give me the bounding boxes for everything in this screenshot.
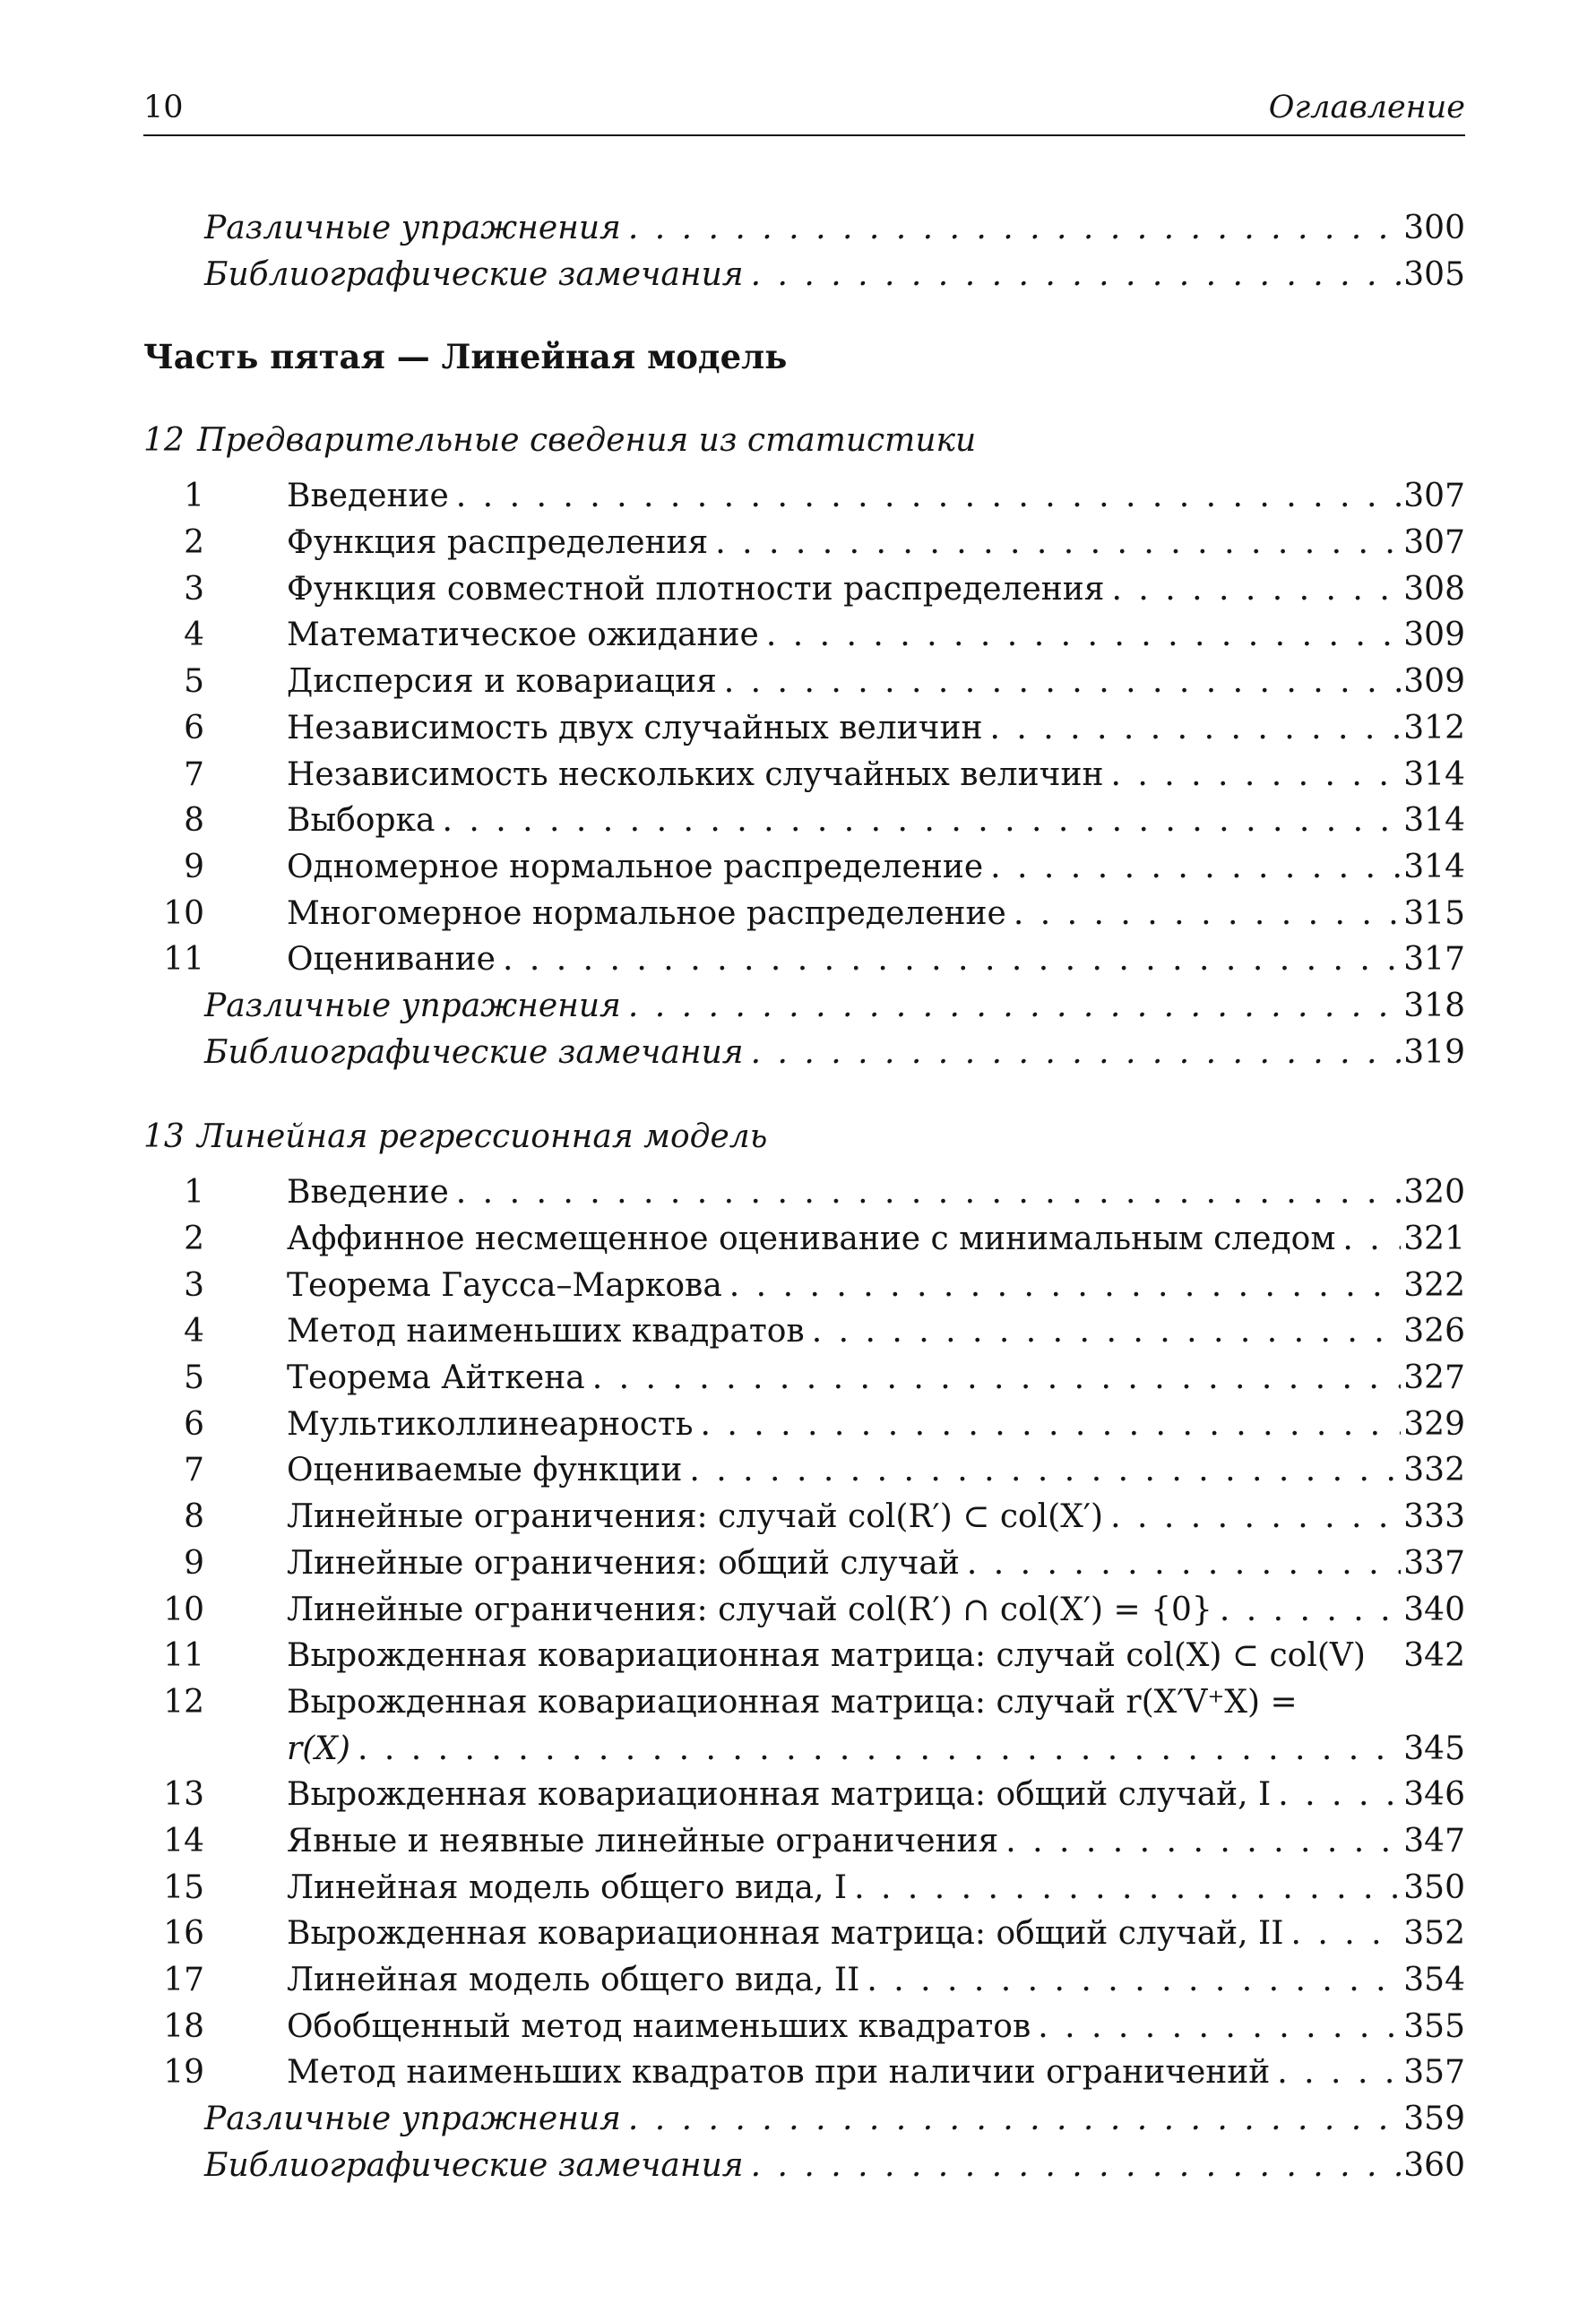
section-title: Функция распределения bbox=[287, 524, 709, 562]
toc-entry-two-line-first[interactable] bbox=[143, 1679, 1465, 1726]
toc-entry-exercises[interactable] bbox=[143, 2096, 1465, 2143]
entry-title: Различные упражнения bbox=[204, 987, 621, 1024]
toc-entry[interactable] bbox=[143, 1911, 1465, 1957]
entry-page: 360 bbox=[1403, 2146, 1465, 2184]
toc-entry[interactable] bbox=[143, 1263, 1465, 1309]
section-title: Линейные ограничения: случай col(R′) ∩ col(X′) = {0} bbox=[287, 1591, 1212, 1628]
toc-entry-exercises[interactable] bbox=[143, 983, 1465, 1030]
chapter-12-sections bbox=[143, 473, 1465, 1075]
section-title: Метод наименьших квадратов bbox=[287, 1313, 805, 1350]
entry-page: 305 bbox=[1403, 255, 1465, 293]
running-head bbox=[143, 90, 1465, 136]
running-title: Оглавление bbox=[1268, 90, 1465, 125]
toc-entry[interactable] bbox=[143, 1957, 1465, 2004]
section-page: 307 bbox=[1403, 478, 1465, 515]
section-number: 11 bbox=[163, 941, 204, 979]
section-title: Линейные ограничения: общий случай bbox=[287, 1544, 960, 1582]
section-number: 7 bbox=[184, 755, 204, 793]
section-number: 2 bbox=[184, 524, 204, 562]
section-title: Вырожденная ковариационная матрица: случай col(X) ⊂ col(V) bbox=[287, 1637, 1366, 1675]
section-page: 329 bbox=[1403, 1405, 1465, 1443]
section-page: 354 bbox=[1403, 1962, 1465, 1998]
section-title: Дисперсия и ковариация bbox=[287, 663, 717, 701]
entry-title: Библиографические замечания bbox=[204, 1033, 744, 1071]
section-page: 327 bbox=[1403, 1359, 1465, 1397]
toc-entry[interactable] bbox=[143, 659, 1465, 705]
entry-page: 300 bbox=[1403, 210, 1465, 246]
chapter-number: 12 bbox=[143, 422, 185, 460]
section-number: 9 bbox=[184, 848, 204, 885]
toc-entry[interactable] bbox=[143, 705, 1465, 752]
section-title: Теорема Айткена bbox=[287, 1359, 585, 1397]
toc-entry[interactable] bbox=[143, 566, 1465, 613]
toc-entry[interactable] bbox=[143, 2049, 1465, 2096]
toc-entry-bibliography[interactable] bbox=[143, 252, 1465, 298]
toc-entry[interactable] bbox=[143, 798, 1465, 844]
chapter-13-sections bbox=[143, 1169, 1465, 2188]
entry-page: 359 bbox=[1403, 2101, 1465, 2138]
section-number: 4 bbox=[184, 1313, 204, 1350]
section-page: 309 bbox=[1403, 663, 1465, 701]
section-title: Выборка bbox=[287, 802, 436, 840]
section-number: 13 bbox=[163, 1776, 204, 1814]
toc-entry[interactable] bbox=[143, 1402, 1465, 1448]
section-title: Оцениваемые функции bbox=[287, 1452, 683, 1489]
section-number: 11 bbox=[163, 1637, 204, 1675]
section-number: 8 bbox=[184, 802, 204, 840]
entry-title: Различные упражнения bbox=[204, 210, 621, 246]
toc-entry[interactable] bbox=[143, 1216, 1465, 1263]
entry-title: Библиографические замечания bbox=[204, 2146, 744, 2184]
section-number: 12 bbox=[163, 1683, 204, 1721]
section-title: Вырожденная ковариационная матрица: общий случай, II bbox=[287, 1915, 1284, 1953]
section-title: Линейная модель общего вида, I bbox=[287, 1868, 848, 1906]
toc-entry[interactable] bbox=[143, 1169, 1465, 1216]
section-page: 309 bbox=[1403, 617, 1465, 654]
section-page: 314 bbox=[1403, 802, 1465, 840]
toc-entry[interactable] bbox=[143, 520, 1465, 566]
section-number: 5 bbox=[184, 663, 204, 701]
section-page: 312 bbox=[1403, 709, 1465, 746]
toc-entry[interactable] bbox=[143, 936, 1465, 983]
toc-entry[interactable] bbox=[143, 1772, 1465, 1818]
toc-entry-exercises[interactable] bbox=[143, 205, 1465, 252]
section-title: Оценивание bbox=[287, 941, 496, 979]
section-number: 6 bbox=[184, 709, 204, 746]
toc-entry[interactable] bbox=[143, 1494, 1465, 1540]
section-number: 3 bbox=[184, 1266, 204, 1304]
section-title: Линейные ограничения: случай col(R′) ⊂ col(X′) bbox=[287, 1498, 1104, 1536]
chapter-13-heading[interactable] bbox=[143, 1114, 1465, 1161]
chapter-title: Предварительные сведения из статистики bbox=[197, 422, 977, 460]
toc-entry-bibliography[interactable] bbox=[143, 2143, 1465, 2189]
section-number: 8 bbox=[184, 1498, 204, 1536]
section-page: 321 bbox=[1403, 1221, 1465, 1257]
toc-page bbox=[143, 90, 1465, 2188]
section-page: 320 bbox=[1403, 1174, 1465, 1212]
section-title: Введение bbox=[287, 478, 449, 515]
section-number: 7 bbox=[184, 1452, 204, 1489]
section-page: 355 bbox=[1403, 2007, 1465, 2045]
part-heading: Часть пятая — Линейная модель bbox=[143, 337, 788, 377]
toc-entry[interactable] bbox=[143, 612, 1465, 659]
toc-entry[interactable] bbox=[143, 1587, 1465, 1634]
section-page: 308 bbox=[1403, 570, 1465, 608]
section-title: Метод наименьших квадратов при наличии ограничений bbox=[287, 2054, 1271, 2092]
section-title: Обобщенный метод наименьших квадратов bbox=[287, 2007, 1031, 2045]
toc-entry[interactable] bbox=[143, 473, 1465, 520]
chapter-title: Линейная регрессионная модель bbox=[197, 1118, 768, 1156]
section-page: 342 bbox=[1403, 1637, 1465, 1675]
section-page: 346 bbox=[1403, 1776, 1465, 1814]
section-number: 6 bbox=[184, 1405, 204, 1443]
section-title: Теорема Гаусса–Маркова bbox=[287, 1266, 722, 1304]
section-number: 18 bbox=[163, 2007, 204, 2045]
section-number: 3 bbox=[184, 570, 204, 608]
section-number: 10 bbox=[163, 1591, 204, 1628]
section-title-line2: r(X) bbox=[287, 1730, 350, 1767]
toc-entry[interactable] bbox=[143, 752, 1465, 798]
toc-entry[interactable] bbox=[143, 1633, 1465, 1679]
section-page: 317 bbox=[1403, 941, 1465, 979]
chapter-12-heading[interactable] bbox=[143, 418, 1465, 464]
section-number: 2 bbox=[184, 1221, 204, 1257]
section-page: 322 bbox=[1403, 1266, 1465, 1304]
section-page: 352 bbox=[1403, 1915, 1465, 1953]
entry-page: 318 bbox=[1403, 987, 1465, 1024]
section-title: Многомерное нормальное распределение bbox=[287, 894, 1006, 932]
section-page: 315 bbox=[1403, 894, 1465, 932]
toc-entry[interactable] bbox=[143, 2004, 1465, 2050]
section-title: Математическое ожидание bbox=[287, 617, 759, 654]
toc-entry[interactable] bbox=[143, 844, 1465, 891]
toc-entry[interactable] bbox=[143, 1865, 1465, 1911]
toc-entry[interactable] bbox=[143, 1818, 1465, 1865]
toc-entry-bibliography[interactable] bbox=[143, 1030, 1465, 1076]
section-page: 333 bbox=[1403, 1498, 1465, 1536]
section-number: 5 bbox=[184, 1359, 204, 1397]
section-number: 19 bbox=[163, 2054, 204, 2092]
section-number: 16 bbox=[163, 1915, 204, 1953]
toc-entry[interactable] bbox=[143, 1540, 1465, 1587]
section-page: 347 bbox=[1403, 1822, 1465, 1860]
section-page: 350 bbox=[1403, 1868, 1465, 1906]
section-title: Аффинное несмещенное оценивание с минимальным следом bbox=[287, 1221, 1336, 1257]
section-number: 1 bbox=[184, 1174, 204, 1212]
toc-entry[interactable] bbox=[143, 1308, 1465, 1355]
section-page: 332 bbox=[1403, 1452, 1465, 1489]
section-number: 15 bbox=[163, 1868, 204, 1906]
section-title: Независимость двух случайных величин bbox=[287, 709, 983, 746]
section-number: 14 bbox=[163, 1822, 204, 1860]
section-page: 345 bbox=[1403, 1730, 1465, 1767]
section-number: 4 bbox=[184, 617, 204, 654]
section-title: Мультиколлинеарность bbox=[287, 1405, 694, 1443]
section-page: 357 bbox=[1403, 2054, 1465, 2092]
toc-entry-two-line-second[interactable] bbox=[143, 1726, 1465, 1773]
toc-entry[interactable] bbox=[143, 891, 1465, 937]
toc-entry[interactable] bbox=[143, 1355, 1465, 1402]
section-page: 340 bbox=[1403, 1591, 1465, 1628]
section-page: 337 bbox=[1403, 1544, 1465, 1582]
section-page: 314 bbox=[1403, 848, 1465, 885]
section-title: Функция совместной плотности распределения bbox=[287, 570, 1105, 608]
section-title: Явные и неявные линейные ограничения bbox=[287, 1822, 999, 1860]
entry-page: 319 bbox=[1403, 1033, 1465, 1071]
section-number: 9 bbox=[184, 1544, 204, 1582]
entry-title: Различные упражнения bbox=[204, 2101, 621, 2138]
previous-chapter-tail bbox=[143, 205, 1465, 298]
page-number: 10 bbox=[143, 90, 184, 125]
section-title: Вырожденная ковариационная матрица: общий случай, I bbox=[287, 1776, 1272, 1814]
section-page: 326 bbox=[1403, 1313, 1465, 1350]
section-title: Независимость нескольких случайных величин bbox=[287, 755, 1104, 793]
section-page: 314 bbox=[1403, 755, 1465, 793]
section-number: 10 bbox=[163, 894, 204, 932]
section-number: 17 bbox=[163, 1962, 204, 1998]
section-number: 1 bbox=[184, 478, 204, 515]
section-page: 307 bbox=[1403, 524, 1465, 562]
toc-entry[interactable] bbox=[143, 1447, 1465, 1494]
section-title: Одномерное нормальное распределение bbox=[287, 848, 984, 885]
section-title: Линейная модель общего вида, II bbox=[287, 1962, 860, 1998]
entry-title: Библиографические замечания bbox=[204, 255, 744, 293]
section-title-line1: Вырожденная ковариационная матрица: случай r(X′V⁺X) = bbox=[287, 1683, 1298, 1721]
chapter-number: 13 bbox=[143, 1118, 185, 1156]
section-title: Введение bbox=[287, 1174, 449, 1212]
